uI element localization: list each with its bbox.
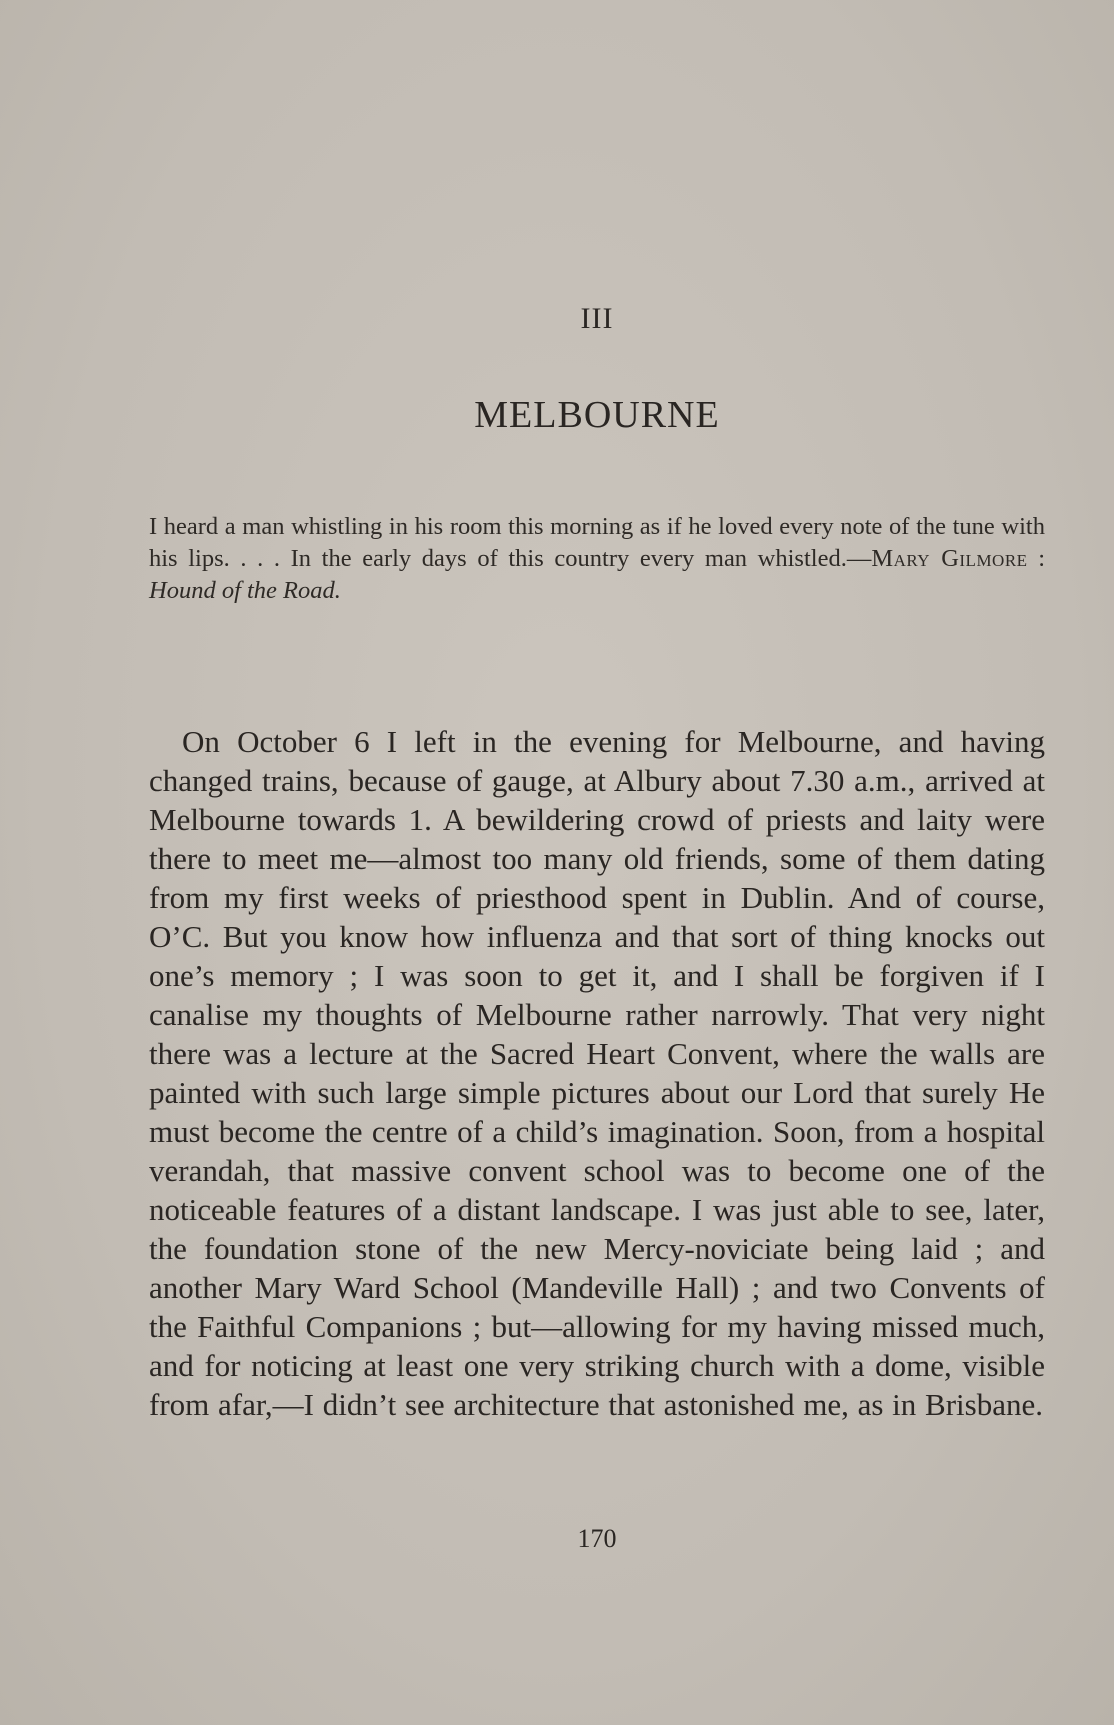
chapter-title: MELBOURNE [474,394,720,436]
epigraph-quote: I heard a man whistling in his room this morning as if he loved every note of the tune with his lips. . . . In the early days of this country every man whistled.— [149,513,1045,572]
epigraph-separator: : [1027,545,1045,572]
body-paragraph: On October 6 I left in the evening for Melbourne, and having changed trains, because of gauge, at Albury about 7.30 a.m., arrived at Melbourne towards 1. A bewildering crowd of priests and laity were there to meet me—almost too many old friends, some of them dating from my first weeks of priesthood spent in Dublin. And of course, O’C. But you know how influenza and that sort of thing knocks out one’s memory ; I was soon to get it, and I shall be forgiven if I canalise my thoughts of Melbourne rather narrowly. That very night there was a lecture at the Sacred Heart Convent, where the walls are painted with such large simple pictures about our Lord that surely He must become the centre of a child’s imagination. Soon, from a hospital verandah, that massive convent school was to become one of the noticeable features of a distant landscape. I was just able to see, later, the foundation stone of the new Mercy-noviciate being laid ; and another Mary Ward School (Mandeville Hall) ; and two Convents of the Faithful Companions ; but—allowing for my having missed much, and for noticing at least one very striking church with a dome, visible from afar,—I didn’t see architecture that astonished me, as in Brisbane. [149,724,1045,1422]
chapter-number: III [580,302,614,335]
epigraph-source: Hound of the Road. [149,577,341,604]
epigraph [149,511,1045,607]
page-number: 170 [577,1524,617,1553]
epigraph-author: Mary Gilmore [871,545,1028,572]
